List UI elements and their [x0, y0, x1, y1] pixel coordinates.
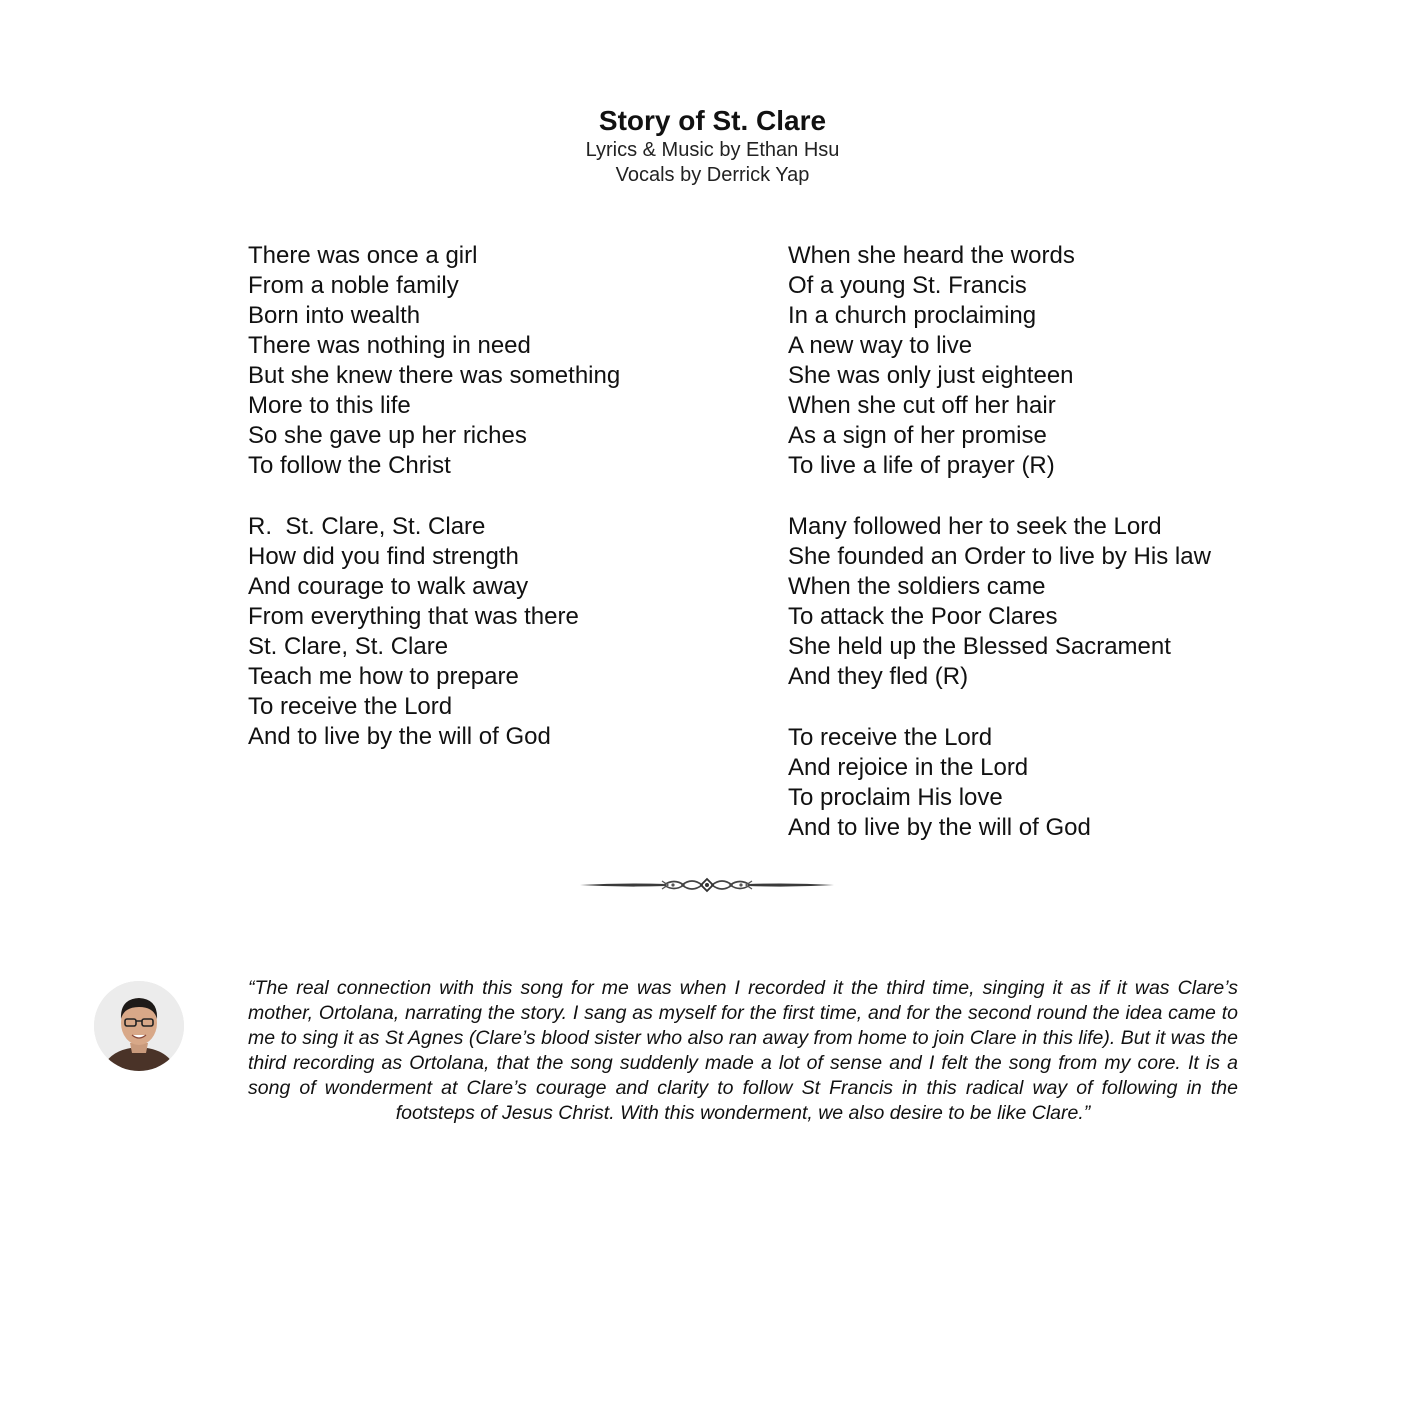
lyric-line: In a church proclaiming: [788, 302, 1037, 329]
lyric-line: How did you find strength: [248, 543, 519, 570]
lyric-line: To attack the Poor Clares: [788, 603, 1058, 630]
verse-1: [248, 241, 748, 481]
lyric-line: R. St. Clare, St. Clare: [248, 513, 486, 540]
lyric-line: She founded an Order to live by His law: [788, 543, 1211, 570]
refrain: [248, 512, 748, 752]
lyric-line: St. Clare, St. Clare: [248, 633, 449, 660]
bridge: [788, 723, 1388, 843]
lyric-line: There was nothing in need: [248, 332, 531, 359]
portrait-avatar-icon: [94, 981, 184, 1071]
lyric-line: And to live by the will of God: [788, 814, 1091, 841]
lyric-line: Teach me how to prepare: [248, 663, 519, 690]
lyric-line: Of a young St. Francis: [788, 272, 1027, 299]
lyric-line: To proclaim His love: [788, 784, 1003, 811]
lyric-line: When she cut off her hair: [788, 392, 1056, 419]
lyric-line: From a noble family: [248, 272, 459, 299]
lyric-line: She held up the Blessed Sacrament: [788, 633, 1171, 660]
song-title: Story of St. Clare: [598, 105, 827, 136]
lyric-line: To follow the Christ: [248, 452, 451, 479]
lyrics-right-column: [788, 241, 1388, 874]
lyric-line: To receive the Lord: [788, 724, 993, 751]
lyric-line: More to this life: [248, 392, 411, 419]
lyric-line: A new way to live: [788, 332, 973, 359]
lyric-line: And to live by the will of God: [248, 723, 551, 750]
lyric-line: From everything that was there: [248, 603, 579, 630]
verse-3: [788, 512, 1388, 692]
music-credit: Lyrics & Music by Ethan Hsu: [585, 139, 840, 161]
lyric-line: To live a life of prayer (R): [788, 452, 1055, 479]
lyric-line: When the soldiers came: [788, 573, 1046, 600]
song-header: [0, 104, 1425, 188]
lyric-line: She was only just eighteen: [788, 362, 1074, 389]
lyric-line: There was once a girl: [248, 242, 478, 269]
lyric-line: And courage to walk away: [248, 573, 529, 600]
lyric-line: To receive the Lord: [248, 693, 453, 720]
lyric-line: And rejoice in the Lord: [788, 754, 1029, 781]
vocals-credit: Vocals by Derrick Yap: [615, 164, 810, 186]
lyric-line: When she heard the words: [788, 242, 1075, 269]
lyric-line: Born into wealth: [248, 302, 421, 329]
lyric-line: So she gave up her riches: [248, 422, 527, 449]
lyrics-left-column: [248, 241, 748, 783]
artist-quote: “The real connection with this song for me was when I recorded it the third time, singing it as if it was Clare’s mother, Ortolana, narrating the story. I sang as myself for the first time, and for the second round the idea came to me to sing it as St Agnes (Clare’s blood sister who also ran away from home to join Clare in this life). But it was the third recording as Ortolana, that the song suddenly made a lot of sense and I felt the song from my core. It is a song of wonderment at Clare’s courage and clarity to follow St Francis in this radical way of following in the footsteps of Jesus Christ. With this wonderment, we also desire to be like Clare.”: [248, 977, 1238, 1124]
lyric-line: But she knew there was something: [248, 362, 621, 389]
lyric-line: As a sign of her promise: [788, 422, 1047, 449]
verse-2: [788, 241, 1388, 481]
lyric-line: And they fled (R): [788, 663, 969, 690]
lyric-line: Many followed her to seek the Lord: [788, 513, 1162, 540]
ornamental-divider-icon: [578, 870, 836, 900]
